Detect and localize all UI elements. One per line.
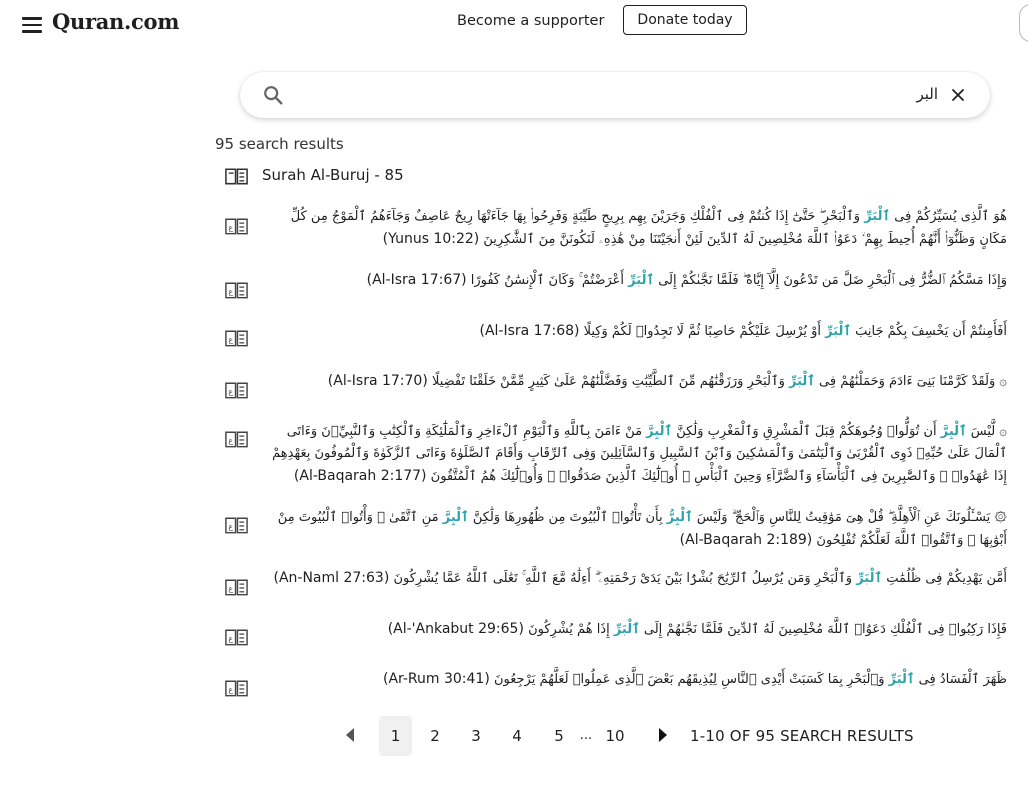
verse-reference[interactable]: (Al-Baqarah 2:177) [293, 468, 427, 484]
verse-text: بِأَن تَأْتُوا۟ ٱلْبُيُوتَ مِن ظُهُورِهَا وَلَٰكِنَّ [468, 510, 667, 525]
verse-reference[interactable]: (Al-Isra 17:70) [327, 373, 428, 389]
verse-result[interactable] [262, 269, 1007, 292]
verse-reference[interactable]: (An-Naml 27:63) [273, 570, 390, 586]
verse-book-icon [224, 627, 249, 647]
verse-result[interactable] [262, 668, 1007, 691]
menu-icon[interactable] [22, 17, 42, 33]
highlighted-term: ٱلْبَرِّ [825, 324, 852, 339]
svg-text:ع: ع [228, 583, 234, 593]
become-supporter-text: Become a supporter [457, 13, 605, 29]
svg-text:ع: ع [228, 435, 234, 445]
donate-button[interactable]: Donate today [623, 5, 747, 35]
highlighted-term: ٱلْبِرُّ [666, 510, 693, 525]
results-count: 95 search results [215, 135, 344, 153]
verse-text: ظَهَرَ ٱلْفَسَادُ فِى [914, 672, 1007, 687]
verse-book-icon [224, 380, 249, 400]
highlighted-term: ٱلْبِرَّ [940, 424, 967, 439]
verse-text: ۞ وَلَقَدْ كَرَّمْنَا بَنِىٓ ءَادَمَ وَحَمَلْنَٰهُمْ فِى [814, 374, 1007, 389]
verse-reference[interactable]: (Yunus 10:22) [382, 231, 480, 247]
verse-book-icon [224, 216, 249, 236]
verse-result[interactable] [262, 567, 1007, 590]
verse-reference[interactable]: (Al-'Ankabut 29:65) [387, 621, 524, 637]
verse-text: وَإِذَا مَسَّكُمُ ٱلضُّرُّ فِى ٱلْبَحْرِ ضَلَّ مَن تَدْعُونَ إِلَّآ إِيَّاهُ ۖ فَلَمَّا نَجَّىٰكُمْ إِلَى [654, 273, 1007, 288]
highlighted-term: ٱلْبَرِّ [888, 672, 915, 687]
highlighted-term: ٱلْبِرَّ [442, 510, 469, 525]
site-logo[interactable]: Quran.com [52, 9, 180, 34]
search-bar[interactable] [240, 72, 990, 118]
highlighted-term: ٱلْبَرِّ [789, 374, 815, 389]
highlighted-term: ٱلْبَرِّ [613, 622, 640, 637]
verse-text: هُوَ ٱلَّذِى يُسَيِّرُكُمْ فِى [890, 209, 1007, 224]
svg-text:ع: ع [228, 386, 234, 396]
verse-text: أَمَّن يَهْدِيكُمْ فِى ظُلُمَٰتِ [882, 571, 1007, 586]
verse-book-icon [224, 429, 249, 449]
verse-text: مَنْ ءَامَنَ بِٱللَّهِ وَٱلْيَوْمِ ٱلْءَاخِرِ وَٱلْمَلَٰٓئِكَةِ وَٱلْكِتَٰبِ وَٱلنَّبِيِّۦنَ وَءَاتَى ٱلْمَالَ عَلَىٰ حُبِّهِۦ ذَوِى ٱلْقُرْبَىٰ وَٱلْيَتَٰمَىٰ وَٱلْمَسَٰكِينَ وَٱبْنَ ٱلسَّبِيلِ وَٱلسَّآئِلِينَ وَفِى ٱلرِّقَابِ وَأَقَامَ ٱلصَّلَوٰةَ وَءَاتَى ٱلزَّكَوٰةَ وَٱلْمُوفُونَ بِعَهْدِهِمْ إِذَا عَٰهَدُوا۟ ۖ وَٱلصَّٰبِرِينَ فِى ٱلْبَأْسَآءِ وَٱلضَّرَّآءِ وَحِينَ ٱلْبَأْسِ ۗ أُو۟لَٰٓئِكَ ٱلَّذِينَ صَدَقُوا۟ ۖ وَأُو۟لَٰٓئِكَ هُمُ ٱلْمُتَّقُونَ [272, 424, 1007, 484]
verse-result[interactable] [262, 618, 1007, 641]
verse-book-icon [224, 577, 249, 597]
verse-result[interactable] [262, 320, 1007, 343]
svg-text:ع: ع [228, 222, 234, 232]
page-4-button[interactable]: 4 [512, 727, 522, 745]
verse-reference[interactable]: (Ar-Rum 30:41) [382, 671, 490, 687]
search-icon [262, 84, 284, 106]
page-1-button[interactable]: 1 [379, 716, 412, 756]
verse-text: أَن تُوَلُّوا۟ وُجُوهَكُمْ قِبَلَ ٱلْمَشْرِقِ وَٱلْمَغْرِبِ وَلَٰكِنَّ [672, 424, 941, 439]
page-10-button[interactable]: 10 [605, 727, 625, 745]
verse-book-icon [224, 678, 249, 698]
verse-text: وَٱلْبَحْرِ ۖ حَتَّىٰٓ إِذَا كُنتُمْ فِى ٱلْفُلْكِ وَجَرَيْنَ بِهِم بِرِيحٍ طَيِّبَةٍ وَفَرِحُوا۟ بِهَا جَآءَتْهَا رِيحٌ عَاصِفٌ وَجَآءَهُمُ ٱلْمَوْجُ مِن كُلِّ مَكَانٍ وَظَنُّوٓا۟ أَنَّهُمْ أُحِيطَ بِهِمْ ۙ دَعَوُا۟ ٱللَّهَ مُخْلِصِينَ لَهُ ٱلدِّينَ لَئِنْ أَنجَيْتَنَا مِنْ هَٰذِهِۦ لَنَكُونَنَّ مِنَ ٱلشَّٰكِرِينَ [290, 209, 1007, 247]
svg-text:ع: ع [228, 521, 234, 531]
verse-reference[interactable]: (Al-Isra 17:68) [479, 323, 580, 339]
verse-text: أَفَأَمِنتُمْ أَن يَخْسِفَ بِكُمْ جَانِبَ [851, 324, 1007, 339]
verse-text: أَوْ يُرْسِلَ عَلَيْكُمْ حَاصِبًا ثُمَّ لَا تَجِدُوا۟ لَكُمْ وَكِيلًا [583, 324, 826, 339]
verse-book-icon [224, 280, 249, 300]
verse-text: وَٱلْبَحْرِ وَمَن يُرْسِلُ ٱلرِّيَٰحَ بُشْرًۢا بَيْنَ يَدَىْ رَحْمَتِهِۦٓ ۗ أَءِلَٰهٌ مَّعَ ٱللَّهِ ۚ تَعَٰلَى ٱللَّهُ عَمَّا يُشْرِكُونَ [393, 571, 857, 586]
book-open-icon [224, 166, 249, 186]
surah-result-link[interactable]: Surah Al-Buruj - 85 [262, 166, 404, 184]
pagination-summary: 1-10 OF 95 SEARCH RESULTS [690, 727, 914, 745]
highlighted-term: ٱلْبَرِّ [628, 273, 655, 288]
verse-text: ۞ يَسْـَٔلُونَكَ عَنِ ٱلْأَهِلَّةِ ۖ قُلْ هِىَ مَوَٰقِيتُ لِلنَّاسِ وَٱلْحَجِّ ۗ وَلَيْسَ [692, 510, 1007, 525]
settings-button-edge[interactable] [1019, 4, 1028, 42]
verse-text: أَعْرَضْتُمْ ۚ وَكَانَ ٱلْإِنسَٰنُ كَفُورًا [470, 273, 629, 288]
verse-text: ۞ لَّيْسَ [966, 424, 1007, 439]
highlighted-term: ٱلْبِرَّ [646, 424, 673, 439]
verse-result[interactable] [262, 206, 1007, 251]
verse-reference[interactable]: (Al-Baqarah 2:189) [679, 532, 813, 548]
next-page-arrow-icon[interactable] [657, 726, 669, 744]
close-icon[interactable] [949, 86, 967, 104]
highlighted-term: ٱلْبَرِّ [864, 209, 891, 224]
svg-text:ع: ع [228, 633, 234, 643]
svg-text:ع: ع [228, 286, 234, 296]
verse-text: وَٱلْبَحْرِ وَرَزَقْنَٰهُم مِّنَ ٱلطَّيِّبَٰتِ وَفَضَّلْنَٰهُمْ عَلَىٰ كَثِيرٍ مِّمَّنْ خَلَقْنَا تَفْضِيلًا [431, 374, 789, 389]
svg-text:ع: ع [228, 334, 234, 344]
verse-book-icon [224, 515, 249, 535]
page-3-button[interactable]: 3 [471, 727, 481, 745]
page-5-button[interactable]: 5 [554, 727, 564, 745]
verse-result[interactable] [262, 507, 1007, 552]
verse-text: إِذَا هُمْ يُشْرِكُونَ [528, 622, 614, 637]
search-input[interactable]: البر [916, 85, 938, 103]
verse-text: وَٱلْبَحْرِ بِمَا كَسَبَتْ أَيْدِى ٱلنَّاسِ لِيُذِيقَهُم بَعْضَ ٱلَّذِى عَمِلُوا۟ لَعَلَّهُمْ يَرْجِعُونَ [493, 672, 889, 687]
verse-book-icon [224, 328, 249, 348]
verse-result[interactable] [262, 370, 1007, 393]
pagination-ellipsis: ... [579, 728, 593, 743]
verse-reference[interactable]: (Al-Isra 17:67) [366, 272, 467, 288]
prev-page-arrow-icon[interactable] [344, 726, 356, 744]
svg-text:ع: ع [228, 684, 234, 694]
verse-text: مَنِ ٱتَّقَىٰ ۗ وَأْتُوا۟ ٱلْبُيُوتَ مِنْ أَبْوَٰبِهَا ۚ وَٱتَّقُوا۟ ٱللَّهَ لَعَلَّكُمْ تُفْلِحُونَ [277, 510, 1007, 548]
verse-result[interactable] [262, 421, 1007, 488]
verse-text: فَإِذَا رَكِبُوا۟ فِى ٱلْفُلْكِ دَعَوُا۟ ٱللَّهَ مُخْلِصِينَ لَهُ ٱلدِّينَ فَلَمَّا نَجَّىٰهُمْ إِلَى [639, 622, 1007, 637]
page-2-button[interactable]: 2 [430, 727, 440, 745]
highlighted-term: ٱلْبَرِّ [856, 571, 883, 586]
